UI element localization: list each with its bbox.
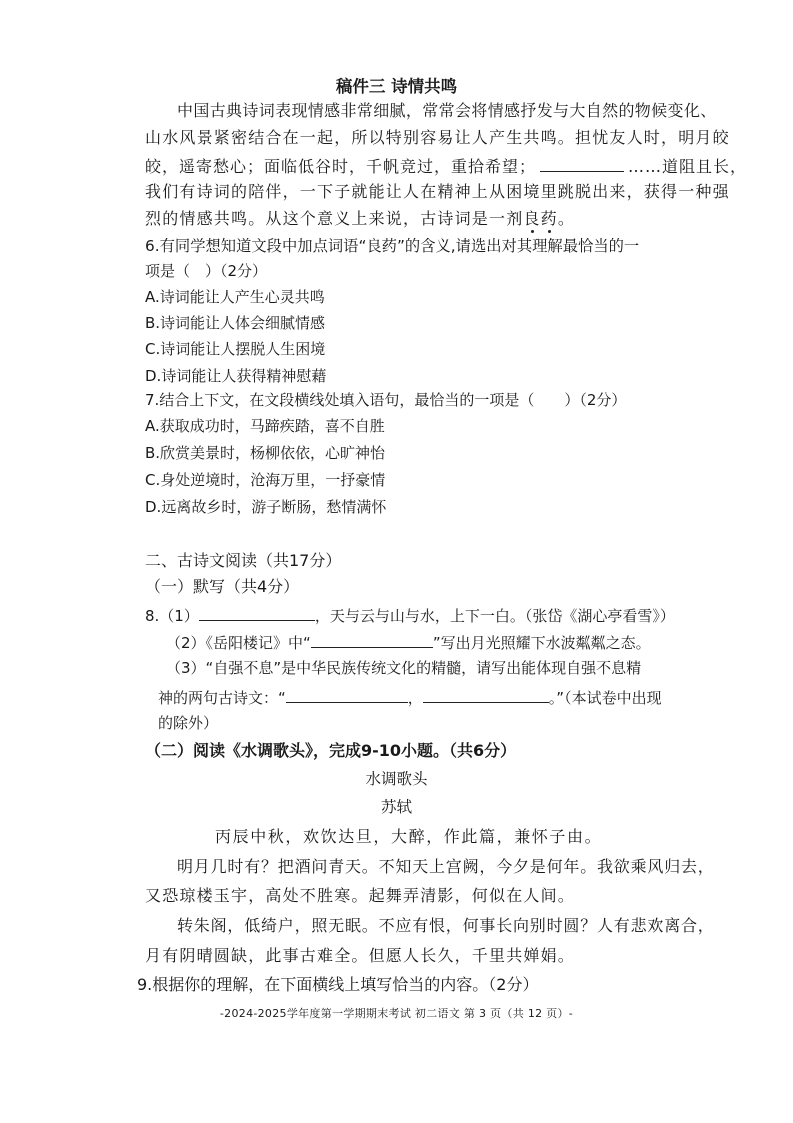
q6-option-d[interactable]: D.诗词能让人获得精神慰藉 bbox=[145, 367, 327, 385]
q7-stem: 7.结合上下文，在文段横线处填入语句，最恰当的一项是（ ）（2分） bbox=[145, 391, 627, 409]
q6-stem: 6.有同学想知道文段中加点词语“良药”的含义,请选出对其理解最恰当的一 bbox=[145, 237, 640, 255]
fill-blank-line[interactable] bbox=[540, 153, 624, 172]
q8-text: 神的两句古诗文：“ bbox=[158, 689, 286, 707]
part2-sub1-heading: （一）默写（共4分） bbox=[145, 577, 300, 596]
section-title: 稿件三 诗情共鸣 bbox=[335, 77, 458, 96]
q8-text: 。”（本试卷中出现 bbox=[548, 689, 662, 707]
q8-part3-line3: 的除外） bbox=[158, 714, 219, 732]
paragraph-line bbox=[145, 207, 575, 231]
q6-option-c[interactable]: C.诗词能让人摆脱人生困境 bbox=[145, 340, 326, 358]
part2-sub2-heading: （二）阅读《水调歌头》，完成9-10小题。（共6分） bbox=[145, 741, 517, 760]
paragraph-line-with-blank bbox=[145, 153, 747, 179]
poem-line: 又恐琼楼玉宇，高处不胜寒。起舞弄清影，何似在人间。 bbox=[145, 886, 576, 905]
q7-option-d[interactable]: D.远离故乡时，游子断肠，愁情满怀 bbox=[145, 498, 387, 516]
fill-blank-line[interactable] bbox=[286, 684, 408, 703]
poem-line: 明月几时有？把酒问青天。不知天上宫阙，今夕是何年。我欲乘风归去， bbox=[177, 857, 715, 876]
q6-option-a[interactable]: A.诗词能让人产生心灵共鸣 bbox=[145, 288, 325, 306]
fill-blank-line[interactable] bbox=[311, 629, 433, 648]
paragraph-text: ……道阻且长， bbox=[628, 157, 748, 176]
q8-part3: （3）“自强不息”是中华民族传统文化的精髓，请写出能体现自强不息精 bbox=[166, 659, 642, 677]
paragraph-line: 我们有诗词的陪伴，一下子就能让人在精神上从困境里跳脱出来，获得一种强 bbox=[145, 182, 730, 201]
part2-heading: 二、古诗文阅读（共17分） bbox=[145, 551, 342, 570]
q8-text: （2）《岳阳楼记》中“ bbox=[166, 634, 311, 652]
q8-part2 bbox=[166, 629, 651, 655]
poem-title: 水调歌头 bbox=[365, 770, 428, 788]
poem-preface: 丙辰中秋，欢饮达旦，大醉，作此篇，兼怀子由。 bbox=[215, 827, 603, 846]
poem-line: 月有阴晴圆缺，此事古难全。但愿人长久，千里共婵娟。 bbox=[145, 946, 576, 965]
page-footer: -2024-2025学年度第一学期期末考试 初二语文 第 3 页（共 12 页）- bbox=[219, 1007, 574, 1020]
q8-label: 8.（1） bbox=[145, 607, 199, 625]
q8-text: ”写出月光照耀下水波粼粼之态。 bbox=[432, 634, 651, 652]
q6-option-b[interactable]: B.诗词能让人体会细腻情感 bbox=[145, 314, 326, 332]
q7-option-a[interactable]: A.获取成功时，马蹄疾踏，喜不自胜 bbox=[145, 417, 385, 435]
paragraph-text: 皎，遥寄愁心；面临低谷时，千帆竞过，重拾希望； bbox=[145, 157, 537, 176]
q9-stem: 9.根据你的理解，在下面横线上填写恰当的内容。（2分） bbox=[137, 975, 539, 994]
q8-part3-line2 bbox=[158, 684, 662, 710]
fill-blank-line[interactable] bbox=[199, 602, 315, 621]
q8-part1 bbox=[145, 602, 675, 628]
poem-author: 苏轼 bbox=[380, 798, 412, 816]
q8-text: ， bbox=[407, 689, 423, 707]
emphasis-dot-char: 药 bbox=[540, 209, 558, 228]
q8-text: ，天与云与山与水，上下一白。（张岱《湖心亭看雪》） bbox=[314, 607, 675, 625]
q7-option-c[interactable]: C.身处逆境时，沧海万里，一抒豪情 bbox=[145, 471, 386, 489]
paragraph-line: 山水风景紧密结合在一起，所以特别容易让人产生共鸣。担忧友人时，明月皎 bbox=[145, 128, 730, 147]
paragraph-text: 。 bbox=[557, 209, 576, 228]
q6-stem-cont: 项是（ ）（2分） bbox=[145, 262, 268, 280]
emphasis-dot-char: 良 bbox=[523, 209, 541, 228]
poem-line: 转朱阁，低绮户，照无眠。不应有恨，何事长向别时圆？人有悲欢离合， bbox=[177, 916, 715, 935]
fill-blank-line[interactable] bbox=[423, 684, 549, 703]
paragraph-line: 中国古典诗词表现情感非常细腻，常常会将情感抒发与大自然的物候变化、 bbox=[177, 101, 717, 120]
q7-option-b[interactable]: B.欣赏美景时，杨柳依依，心旷神怡 bbox=[145, 444, 386, 462]
paragraph-text: 烈的情感共鸣。从这个意义上来说，古诗词是一剂 bbox=[145, 209, 524, 228]
